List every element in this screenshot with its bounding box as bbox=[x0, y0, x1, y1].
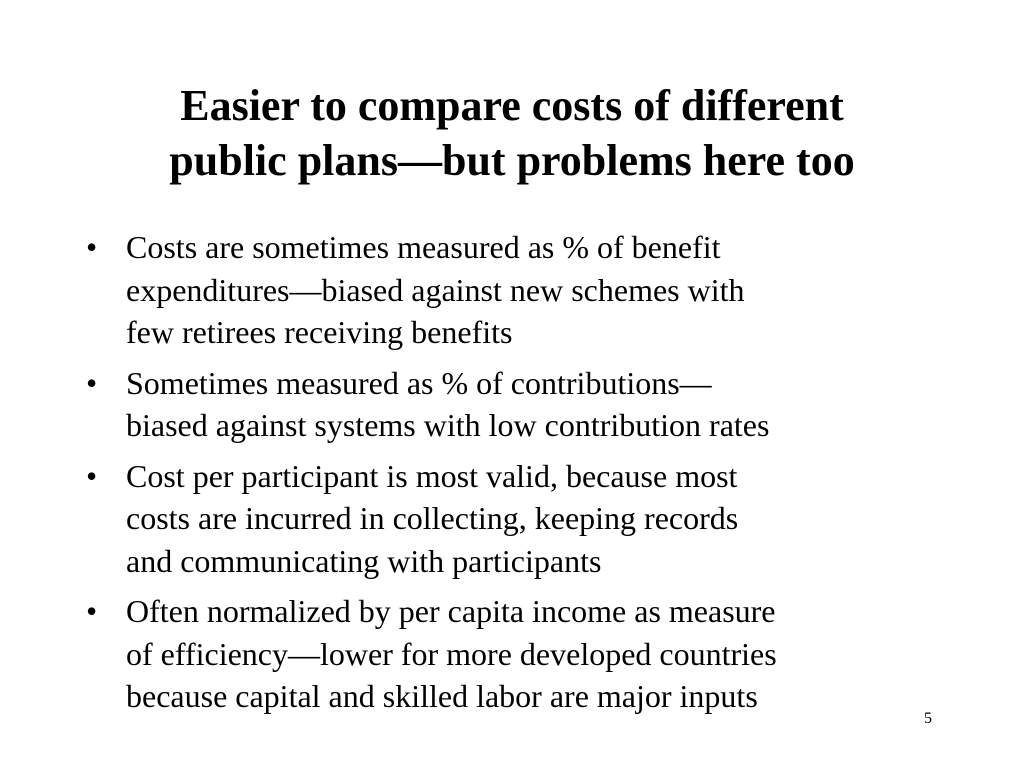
bullet-text-line: Often normalized by per capita income as measure bbox=[126, 593, 776, 629]
bullet-dot-icon: • bbox=[86, 593, 98, 629]
bullet-text-line: few retirees receiving benefits bbox=[126, 314, 513, 350]
slide-title-line: Easier to compare costs of different bbox=[180, 81, 844, 130]
bullet-item bbox=[80, 362, 960, 447]
bullet-dot-icon: • bbox=[86, 364, 98, 401]
bullet-text-line: because capital and skilled labor are major inputs bbox=[126, 678, 758, 714]
bullet-text-line: costs are incurred in collecting, keeping records bbox=[126, 500, 739, 536]
bullet-item bbox=[80, 226, 960, 354]
bullet-text-line: of efficiency—lower for more developed countries bbox=[126, 635, 777, 672]
slide-title-line: public plans—but problems here too bbox=[169, 136, 855, 185]
bullet-text-line: Costs are sometimes measured as % of benefit bbox=[126, 229, 721, 265]
bullet-text bbox=[126, 226, 960, 354]
bullet-text-line: expenditures—biased against new schemes with bbox=[126, 271, 745, 308]
bullet-dot-icon: • bbox=[86, 229, 98, 265]
bullet-text bbox=[126, 590, 960, 718]
bullet-text bbox=[126, 362, 960, 447]
bullet-text-line: Cost per participant is most valid, because most bbox=[126, 457, 738, 494]
bullet-list bbox=[80, 226, 960, 726]
bullet-text-line: biased against systems with low contribution rates bbox=[126, 407, 770, 443]
slide-title bbox=[0, 78, 1024, 188]
bullet-text-line: and communicating with participants bbox=[126, 542, 602, 579]
bullet-dot-icon: • bbox=[86, 457, 98, 494]
bullet-text-line: Sometimes measured as % of contributions— bbox=[126, 364, 712, 401]
slide-number: 5 bbox=[924, 710, 932, 727]
bullet-item bbox=[80, 455, 960, 583]
bullet-item bbox=[80, 590, 960, 718]
bullet-text bbox=[126, 455, 960, 583]
